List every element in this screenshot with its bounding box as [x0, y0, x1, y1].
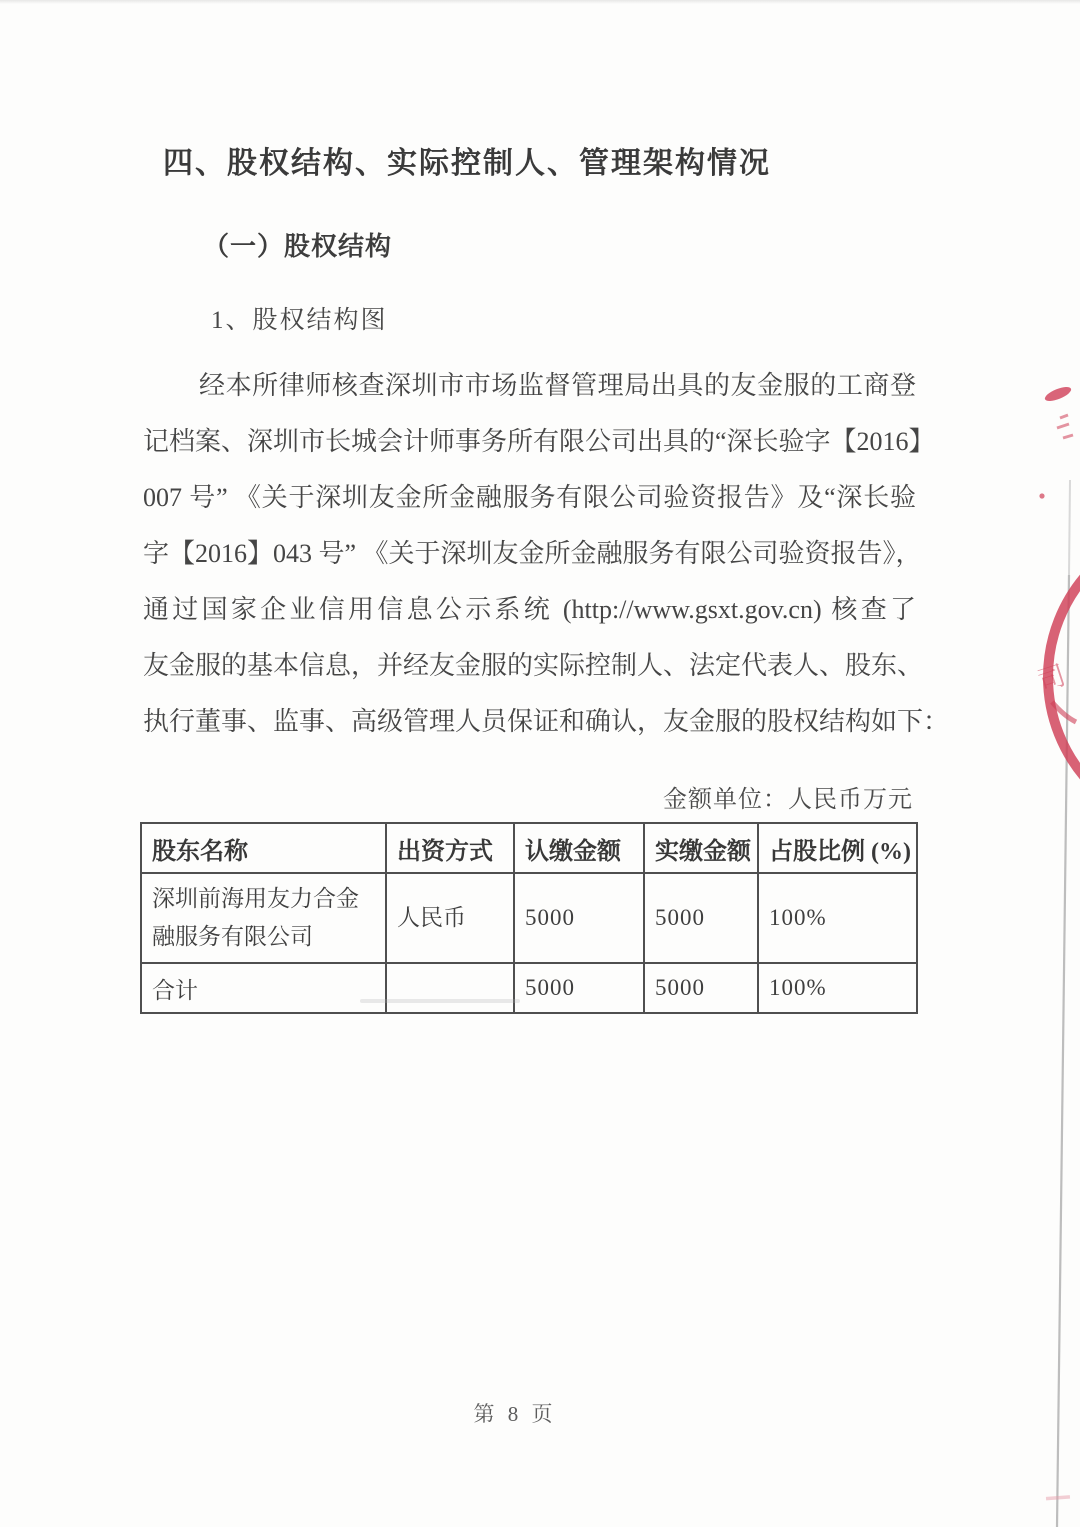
cell-total-subscribed: 5000: [514, 963, 644, 1013]
col-header-paid-amount: 实缴金额: [644, 823, 758, 873]
table-total-row: [141, 963, 917, 1013]
cell-total-ratio: 100%: [758, 963, 917, 1013]
paragraph-line: 经本所律师核查深圳市市场监督管理局出具的友金服的工商登: [199, 371, 916, 400]
cell-total-label: 合计: [141, 963, 386, 1013]
table-header-row: [141, 823, 917, 873]
red-ink-dash: [1043, 384, 1073, 404]
col-header-shareholding-ratio: 占股比例 (%): [758, 823, 917, 873]
seal-circle-arc: [1048, 522, 1080, 832]
cell-shareholding-ratio: 100%: [758, 873, 917, 963]
col-header-contribution-method: 出资方式: [386, 823, 514, 873]
paragraph-line: 007 号” 《关于深圳友金所金融服务有限公司验资报告》及“深长验: [143, 483, 916, 512]
cell-contribution-method: 人民币: [386, 873, 514, 963]
page-number: 第 8 页: [473, 1402, 557, 1426]
paper-edge-line-faint: [1069, 480, 1070, 575]
table-row: [141, 873, 917, 963]
cell-paid-amount: 5000: [644, 873, 758, 963]
cell-subscribed-amount: 5000: [514, 873, 644, 963]
paragraph-line: 字【2016】043 号” 《关于深圳友金所金融服务有限公司验资报告》，: [143, 539, 922, 568]
paragraph-line: 记档案、深圳市长城会计师事务所有限公司出具的“深长验字【2016】: [143, 427, 935, 456]
seal-character: 司: [1034, 660, 1070, 697]
scan-smudge: [360, 999, 520, 1003]
shareholder-table: [140, 822, 918, 1014]
paragraph-line: 友金服的基本信息，并经友金服的实际控制人、法定代表人、股东、: [143, 651, 924, 680]
seal-stroke-mark: [1052, 702, 1076, 722]
red-ink-specks: [1057, 415, 1073, 438]
cell-total-method: [386, 963, 514, 1013]
scan-top-edge-shadow: [0, 0, 1080, 4]
section-heading: 四、股权结构、实际控制人、管理架构情况: [163, 147, 771, 180]
col-header-shareholder-name: 股东名称: [141, 823, 386, 873]
item-heading: 1、股权结构图: [211, 307, 388, 334]
faint-pink-mark: [1046, 1495, 1070, 1500]
paragraph-line: 通过国家企业信用信息公示系统 (http://www.gsxt.gov.cn) 核查了: [143, 595, 916, 624]
cell-total-paid: 5000: [644, 963, 758, 1013]
red-ink-dot: [1039, 493, 1044, 498]
col-header-subscribed-amount: 认缴金额: [514, 823, 644, 873]
cell-shareholder-name: 深圳前海用友力合金融服务有限公司: [141, 873, 386, 963]
paper-edge-line: [1057, 575, 1069, 1527]
body-paragraph: [143, 358, 950, 750]
subsection-heading: （一）股权结构: [203, 231, 393, 261]
paragraph-line: 执行董事、监事、高级管理人员保证和确认，友金服的股权结构如下：: [143, 707, 950, 736]
amount-unit-note: 金额单位：人民币万元: [663, 787, 913, 813]
